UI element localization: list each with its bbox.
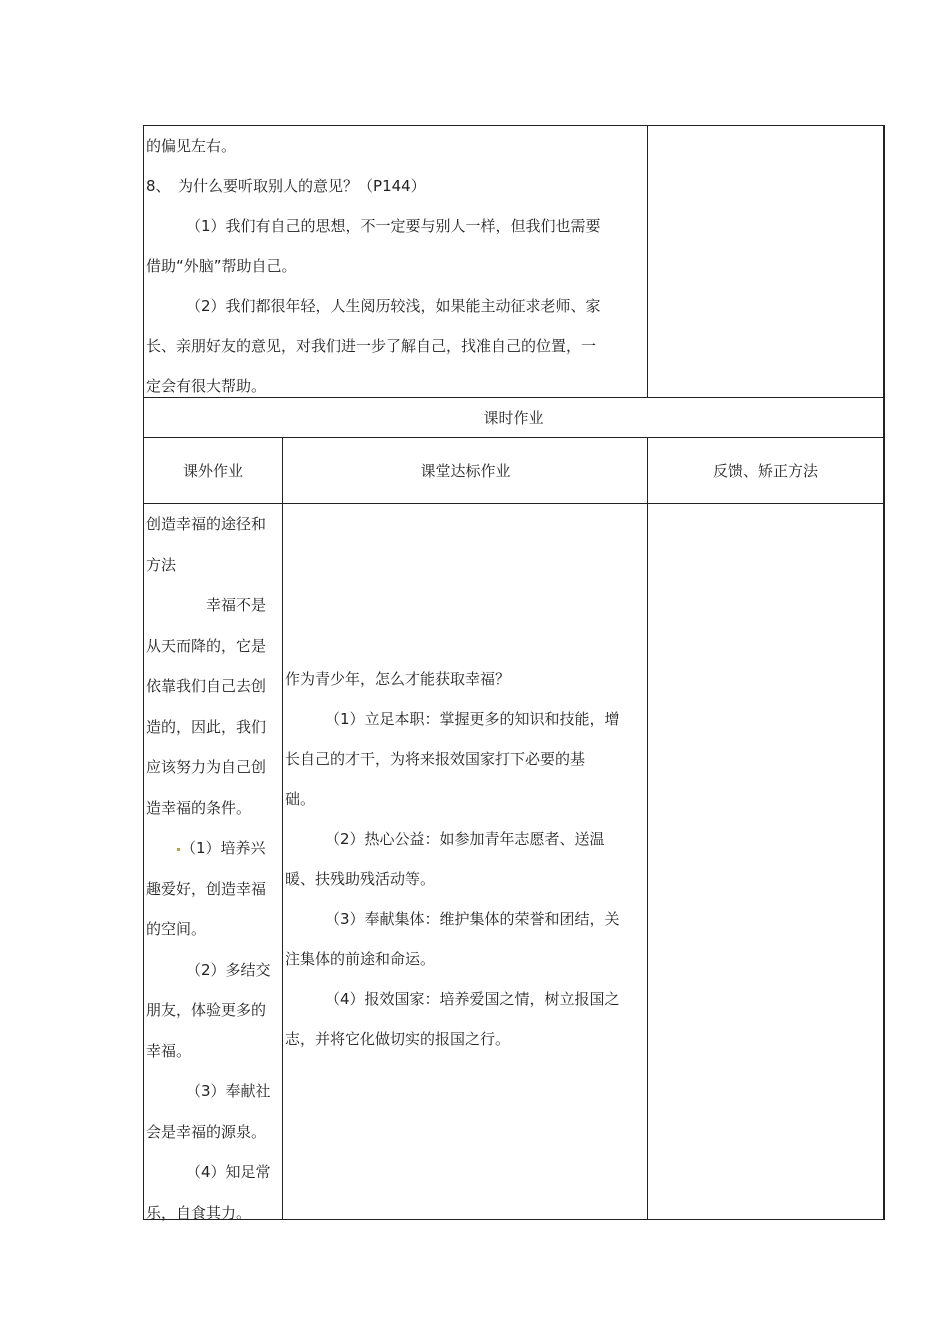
text-line: 方法 <box>146 555 177 574</box>
header-row <box>144 438 883 504</box>
text-line: 的偏见左右。 <box>146 137 237 155</box>
text-line: 乐，自食其力。 <box>146 1203 252 1222</box>
text-line: 长自己的才干，为将来报效国家打下必要的基 <box>285 750 586 768</box>
col3-content-cell <box>647 504 883 1219</box>
top-content-row <box>144 126 883 398</box>
header-col1-label: 课外作业 <box>182 462 243 480</box>
header-col2 <box>282 438 648 503</box>
header-col1 <box>144 438 282 503</box>
text-line: （1）我们有自己的思想，不一定要与别人一样，但我们也需要 <box>186 217 601 235</box>
text-line: 的空间。 <box>146 920 207 938</box>
text-line: 暖、扶残助残活动等。 <box>285 870 436 888</box>
text-line: （3）奉献集体：维护集体的荣誉和团结，关 <box>325 910 620 928</box>
text-line: （4）知足常 <box>186 1163 271 1181</box>
text-line: （2）多结交 <box>186 960 271 979</box>
text-line: 注集体的前途和命运。 <box>285 950 436 968</box>
text-line: （4）报效国家：培养爱国之情，树立报国之 <box>325 990 620 1008</box>
top-text-cell <box>144 126 648 397</box>
text-line: 幸福不是 <box>206 596 267 614</box>
col1-content-cell <box>144 504 282 1222</box>
text-line <box>146 828 282 869</box>
text-line: （1）立足本职：掌握更多的知识和技能，增 <box>325 710 620 728</box>
text-line: 定会有很大帮助。 <box>146 377 267 395</box>
text-line: 应该努力为自己创 <box>146 758 267 776</box>
content-row <box>144 504 883 1222</box>
text-line: 趣爱好，创造幸福 <box>146 879 267 898</box>
text-line: 幸福。 <box>146 1041 192 1060</box>
marker-dot <box>177 848 180 851</box>
text-line: 借助“外脑”帮助自己。 <box>146 257 297 275</box>
col2-content-cell <box>282 504 648 1219</box>
text-line: 会是幸福的源泉。 <box>146 1122 267 1141</box>
text-line: （3）奉献社 <box>186 1082 271 1100</box>
header-col3-label: 反馈、矫正方法 <box>712 462 818 480</box>
top-right-empty-cell <box>647 126 883 397</box>
header-col3 <box>647 438 883 503</box>
text-line: 础。 <box>285 790 316 808</box>
text-line: 长、亲朋好友的意见，对我们进一步了解自己，找准自己的位置，一 <box>146 337 597 355</box>
text-line: 造幸福的条件。 <box>146 798 252 817</box>
text-line-span: （1）培养兴 <box>181 839 266 857</box>
text-line: 朋友，体验更多的 <box>146 1001 267 1019</box>
homework-title-row <box>144 398 883 438</box>
text-line: 8、 为什么要听取别人的意见？（P144） <box>146 177 426 195</box>
text-line: 依靠我们自己去创 <box>146 677 267 695</box>
header-col2-label: 课堂达标作业 <box>420 462 511 480</box>
text-line: 造的，因此，我们 <box>146 717 267 736</box>
text-line: 作为青少年，怎么才能获取幸福？ <box>285 670 511 688</box>
text-line: 从天而降的，它是 <box>146 636 267 655</box>
text-line: 志，并将它化做切实的报国之行。 <box>285 1030 511 1048</box>
text-line: 创造幸福的途径和 <box>146 515 267 533</box>
document-table <box>143 125 885 1220</box>
homework-title: 课时作业 <box>483 409 544 427</box>
text-line: （2）热心公益：如参加青年志愿者、送温 <box>325 830 605 848</box>
text-line: （2）我们都很年轻，人生阅历较浅，如果能主动征求老师、家 <box>186 297 601 315</box>
